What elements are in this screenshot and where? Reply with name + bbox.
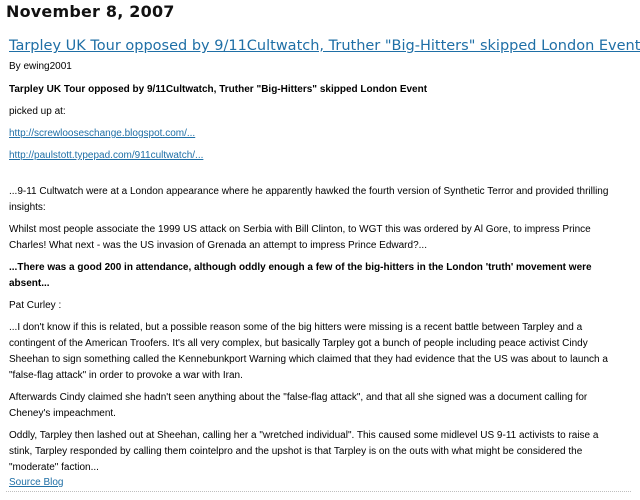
source-blog-link[interactable]: Source Blog (9, 477, 64, 488)
spacer (9, 170, 624, 184)
paragraph-2: Whilst most people associate the 1999 US attack on Serbia with Bill Clinton, to WGT this was ordered by Al Gore, to impress Prince Charles! What next - was the US invasion of Grenada an attempt to impress Prince Edward?... (9, 224, 591, 251)
paragraph-3-bold: ...There was a good 200 in attendance, although oddly enough a few of the big-hitters in the London 'truth' movement were absent... (9, 262, 592, 289)
post-headline: Tarpley UK Tour opposed by 9/11Cultwatch, Truther "Big-Hitters" skipped London Event (9, 84, 428, 95)
paragraph-4: Pat Curley : (9, 300, 62, 311)
paragraph-6: Afterwards Cindy claimed she hadn't seen anything about the "false-flag attack", and that all she signed was a document calling for Cheney's impeachment. (9, 392, 588, 419)
paragraph-7: Oddly, Tarpley then lashed out at Sheehan, calling her a "wretched individual". This caused some midlevel US 9-11 activists to raise a stink, Tarpley responded by calling them cointelpro and the upshot is that Tarpley is on the outs with what might be considered the "moderate" faction... (9, 430, 599, 473)
post-title-link[interactable]: Tarpley UK Tour opposed by 9/11Cultwatch, Truther "Big-Hitters" skipped London Event (9, 38, 640, 54)
post-author: By ewing2001 (9, 61, 72, 72)
source-link-1[interactable]: http://screwlooseschange.blogspot.com/... (9, 128, 196, 139)
date-header: November 8, 2007 (6, 2, 175, 21)
paragraph-1: ...9-11 Cultwatch were at a London appearance where he apparently hawked the fourth version of Synthetic Terror and provided thrilling insights: (9, 186, 609, 213)
post-separator (6, 491, 631, 492)
post-body (9, 82, 624, 482)
source-link-2[interactable]: http://paulstott.typepad.com/911cultwatch/... (9, 150, 204, 161)
paragraph-5: ...I don't know if this is related, but a possible reason some of the big hitters were missing is a recent battle between Tarpley and a contingent of the American Troofers. It's all very complex, but basically Tarpley got a bunch of people including peace activist Cindy Sheehan to sign something called the Kennebunkport Warning which claimed that they had evidence that the US was about to launch a "false-flag attack" in order to provoke a war with Iran. (9, 322, 608, 381)
picked-up-label: picked up at: (9, 106, 66, 117)
